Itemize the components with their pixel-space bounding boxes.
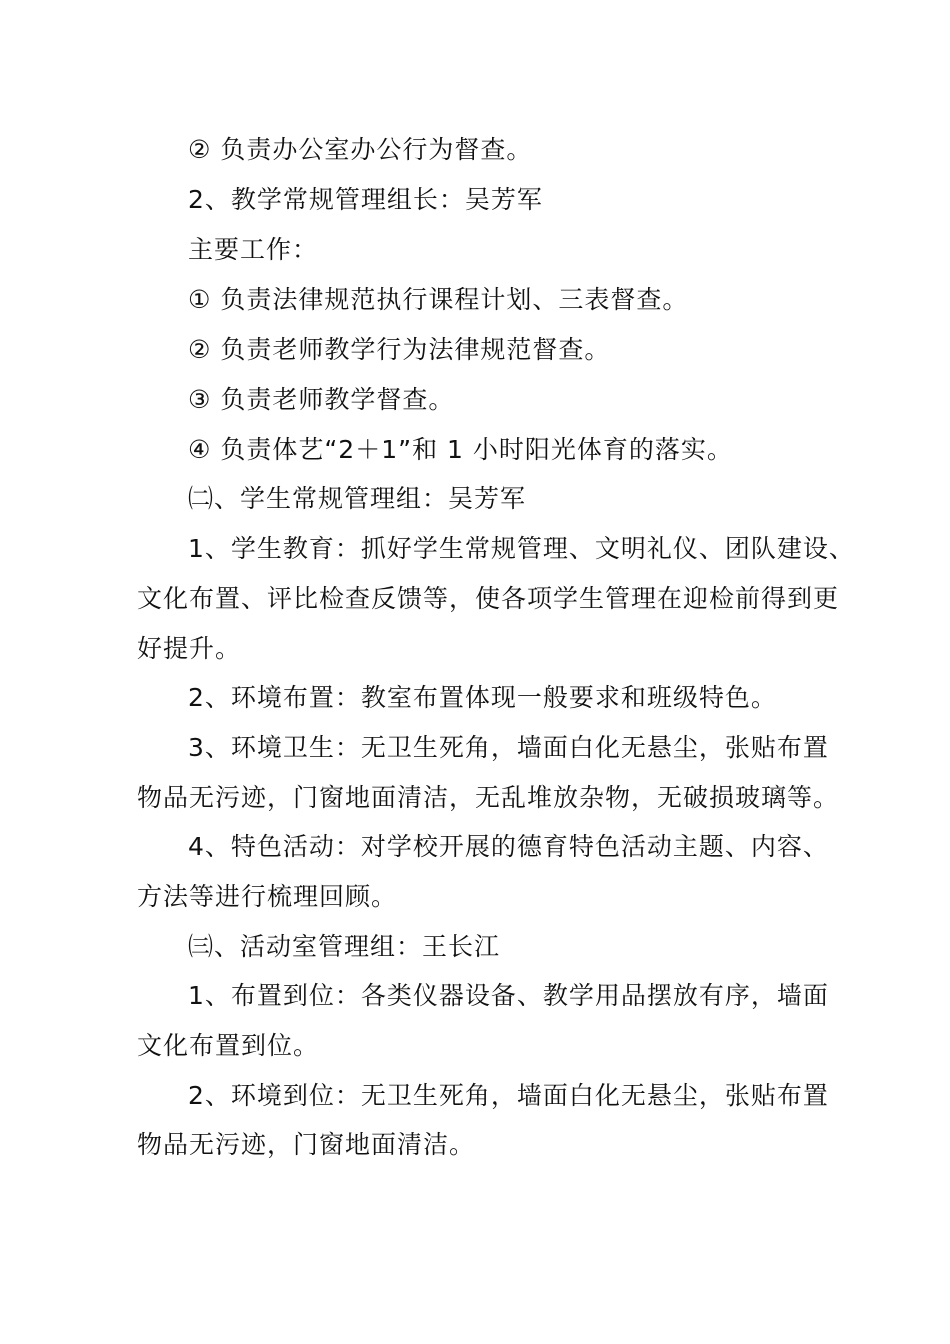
- text-line: ② 负责老师教学行为法律规范督查。: [188, 335, 611, 364]
- section-heading: ㈡、学生常规管理组：吴芳军: [188, 484, 527, 513]
- text-line: ③ 负责老师教学督查。: [188, 385, 455, 414]
- text-line: ④ 负责体艺“2＋1”和 1 小时阳光体育的落实。: [188, 435, 733, 464]
- text-line: ① 负责法律规范执行课程计划、三表督查。: [188, 285, 689, 314]
- text-line: 3、环境卫生：无卫生死角，墙面白化无悬尘，张贴布置: [188, 733, 829, 762]
- text-line: ② 负责办公室办公行为督查。: [188, 135, 533, 164]
- text-line: 物品无污迹，门窗地面清洁。: [137, 1130, 476, 1159]
- text-line: 文化布置到位。: [137, 1031, 320, 1060]
- text-line: 方法等进行梳理回顾。: [137, 882, 398, 911]
- text-line: 主要工作：: [188, 235, 319, 264]
- text-line: 物品无污迹，门窗地面清洁，无乱堆放杂物，无破损玻璃等。: [137, 783, 840, 812]
- text-line: 1、布置到位：各类仪器设备、教学用品摆放有序，墙面: [188, 981, 829, 1010]
- text-line: 1、学生教育：抓好学生常规管理、文明礼仪、团队建设、: [188, 534, 855, 563]
- text-line: 2、环境到位：无卫生死角，墙面白化无悬尘，张贴布置: [188, 1081, 829, 1110]
- text-line: 文化布置、评比检查反馈等，使各项学生管理在迎检前得到更: [137, 584, 840, 613]
- text-line: 2、教学常规管理组长：吴芳军: [188, 185, 543, 214]
- text-line: 2、环境布置：教室布置体现一般要求和班级特色。: [188, 683, 777, 712]
- text-line: 4、特色活动：对学校开展的德育特色活动主题、内容、: [188, 832, 829, 861]
- section-heading: ㈢、活动室管理组：王长江: [188, 932, 501, 961]
- text-line: 好提升。: [137, 634, 242, 663]
